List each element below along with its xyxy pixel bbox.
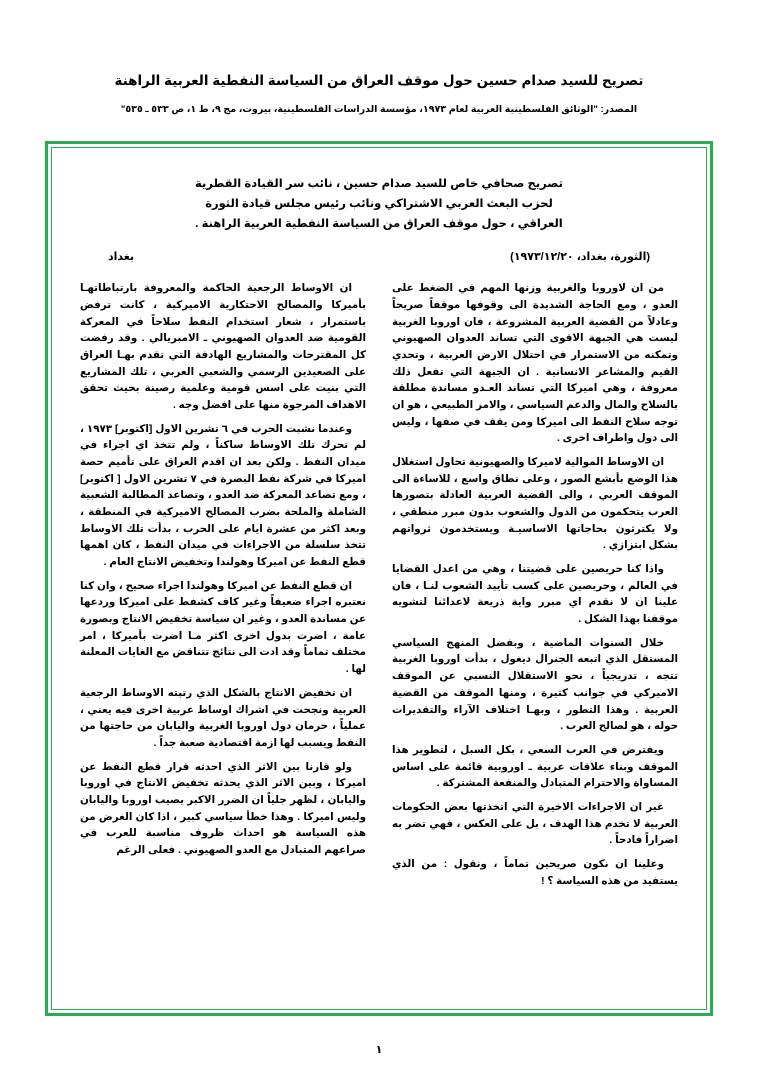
content-frame	[45, 141, 713, 1016]
dateline	[108, 250, 650, 263]
body-column-right	[80, 281, 366, 897]
paragraph: غير ان الاجراءات الاخيرة التي اتخذتها بعض الحكومات العربية لا تخدم هذا الهدف ، بل على العكس ، فهي تضر به اضراراً فادحاً .	[392, 801, 678, 847]
body-columns	[74, 281, 684, 897]
paragraph: ان تخفيض الانتاج بالشكل الذي رتبته الاوساط الرجعية العربية ونجحت في اشراك اوساط عربية اخرى فيه يعني ، عملياً ، حرمان دول اوروبا الغربية واليابان من حاجتها من النفط ويسبب لها ازمة اقتصادية صعبة جداً .	[80, 687, 366, 749]
paragraph: من ان لاوروبا والغربية وزنها المهم في الضغط على العدو ، ومع الحاجة الشديدة الى وقوفها موقفاً صريحاً وعادلاً من القضية العربية المشروعة ، فان اوروبا الغربية ليست هي الجبهة الاقوى التي تساند العدوان الصهيوني وتمكنه من الاستمرار في احتلال الارض العربية ، وتحدي القيم والمشاعر الانسانية . ان الجبهة التي تفعل ذلك معروفة ، وهي اميركا التي تساند العـدو مساندة مطلقة بالسلاح والمال والدعم السياسي ، والامر الطبيعي ، هو ان توجه سلاح النفط الى اميركا ومن يقف في صفها ، وليس الى دول واطراف اخرى .	[392, 283, 678, 445]
body-column-left	[392, 281, 678, 897]
paragraph: وعندما نشبت الحرب في ٦ تشرين الاول [اكتوبر] ١٩٧٣ ، لم تحرك تلك الاوساط ساكناً ، ولم تتخذ اي اجراء في ميدان النفط . ولكن بعد ان اقدم العراق على تأميم حصة اميركا في شركة نفط البصرة في ٧ تشرين الاول [ اكتوبر] ، ومع تصاعد المعركة ضد العدو ، وتصاعد المطالبة الشعبية الشاملة والملحة بضرب المصالح الاميركية في المنطقة ، وبعد اكثر من عشرة ايام على الحرب ، بدأت تلك الاوساط تتخذ سلسلة من الاجراءات في ميدان النفط ، كان اهمها قطع النفط عن اميركا وهولندا وتخفيض الانتاج العام .	[80, 423, 366, 569]
paragraph: خلال السنوات الماضية ، وبفضل المنهج السياسي المستقل الذي اتبعه الجنرال ديغول ، بدأت اوروبا الغربية تتجه ، تدريجياً ، نحو الاستقلال النسبي عن الموقف الاميركي في جوانب كثيرة ، ومنها الموقف من القضية العربية . وهذا التطور ، وبهـا اختلاف الآراء والتقديرات حوله ، هو لصالح العرب .	[392, 637, 678, 733]
paragraph: واذا كنا حريصين على قضيتنا ، وهي من اعدل القضايا في العالم ، وحريصين على كسب تأييد الشعوب لنـا ، فان علينا ان لا نقدم اي مبرر واية ذريعة لاعدائنا لتشويه موقفنا بهذا الشكل .	[392, 564, 678, 626]
paragraph: ان الاوساط الموالية لاميركا والصهيونية تحاول استغلال هذا الوضع بأبشع الصور ، وعلى نطاق واسع ، للاساءة الى الموقف العربي ، والى القضية العربية العادلة بتصورها العرب يتحكمون من الدول والشعوب بدون مبرر منطقي ، ولا يكترثون بحاجاتها الاساسيـة ويستخدمون ثرواتهم بشكل ابتزازي .	[392, 457, 678, 552]
dateline-source: (الثورة، بغداد، ١٩٧٣/١٢/٢٠)	[510, 251, 650, 264]
paragraph: وعلينا ان نكون صريحين تماماً ، ونقول : من الذي يستفيد من هذه السياسة ؟ !	[392, 858, 678, 887]
paragraph: ويفترض في العرب السعي ، بكل السبل ، لتطوير هذا الموقف وبناء علاقات عربية ـ اوروبية قائمة على اساس المساواة والاحترام المتبادل والمنفعة المشتركة .	[392, 744, 678, 790]
statement-heading: تصريح صحافي خاص للسيد صدام حسين ، نائب سر القيادة القطرية لحزب البعث العربي الاشتراكي ونائب رئيس مجلس قيادة الثورة العراقي ، حول موقف العراق من السياسة النفطية العربية الراهنة .	[195, 178, 563, 231]
paragraph: ولو قارنا بين الاثر الذي احدثه قرار قطع النفط عن اميركا ، وبين الاثر الذي يحدثه تخفيض الانتاج في اوروبا واليابان ، لظهر جلياً ان الضرر الاكبر يصيب اوروبا واليابان وليس اميركا . وهذا خطأ سياسي كبير ، اذا كان الغرض من هذه السياسة هو احداث ظروف مناسبة للعرب في صراعهم المتبادل مع العدو الصهيوني . فعلى الرغم	[80, 761, 366, 856]
dateline-place: بغداد	[108, 251, 135, 264]
content-frame-inner	[51, 147, 707, 1010]
paragraph: ان الاوساط الرجعية الحاكمة والمعروفة بارتباطاتهـا بأميركا والمصالح الاحتكارية الاميركية ، كانت ترفض باستمرار ، شعار استخدام النفط سلاحاً في المعركة القومية ضد العدوان الصهيوني ـ الامبريالي . وقد رفضت كل المقترحات والمشاريع الهادفة التي تقدم بهـا العراق على الصعيدين الرسمي والشعبي العربي ، تلك المشاريع التي بنيت على اسس قومية وعلمية رصينة بحيث تحقق الاهداف المرجوة منها على افضل وجه .	[80, 283, 366, 412]
paragraph: ان قطع النفط عن اميركا وهولندا اجراء صحيح ، وان كنا نعتبره اجراء ضعيفاً وغير كاف كشفط على اميركا وردعها عن مساندة العدو ، وغير ان سياسة تخفيض الانتاج وبصورة عامة ، اضرت بدول اخرى اكثر مـا اضرت بأميركا ، امر مختلف تماماً وقد ادت الى نتائج تتناقض مع الغايات المعلنة لها .	[80, 580, 366, 676]
page-number: ١	[375, 1044, 383, 1056]
source-citation: المصدر: "الوثائق الفلسطينية العربية لعام ١٩٧٣، مؤسسة الدراسات الفلسطينية، بيروت، مج ٩، ط ١، ص ٥٣٣ ـ ٥٣٥"	[120, 103, 638, 115]
page-title: تصريح للسيد صدام حسين حول موقف العراق من السياسة النفطية العربية الراهنة	[114, 73, 644, 88]
